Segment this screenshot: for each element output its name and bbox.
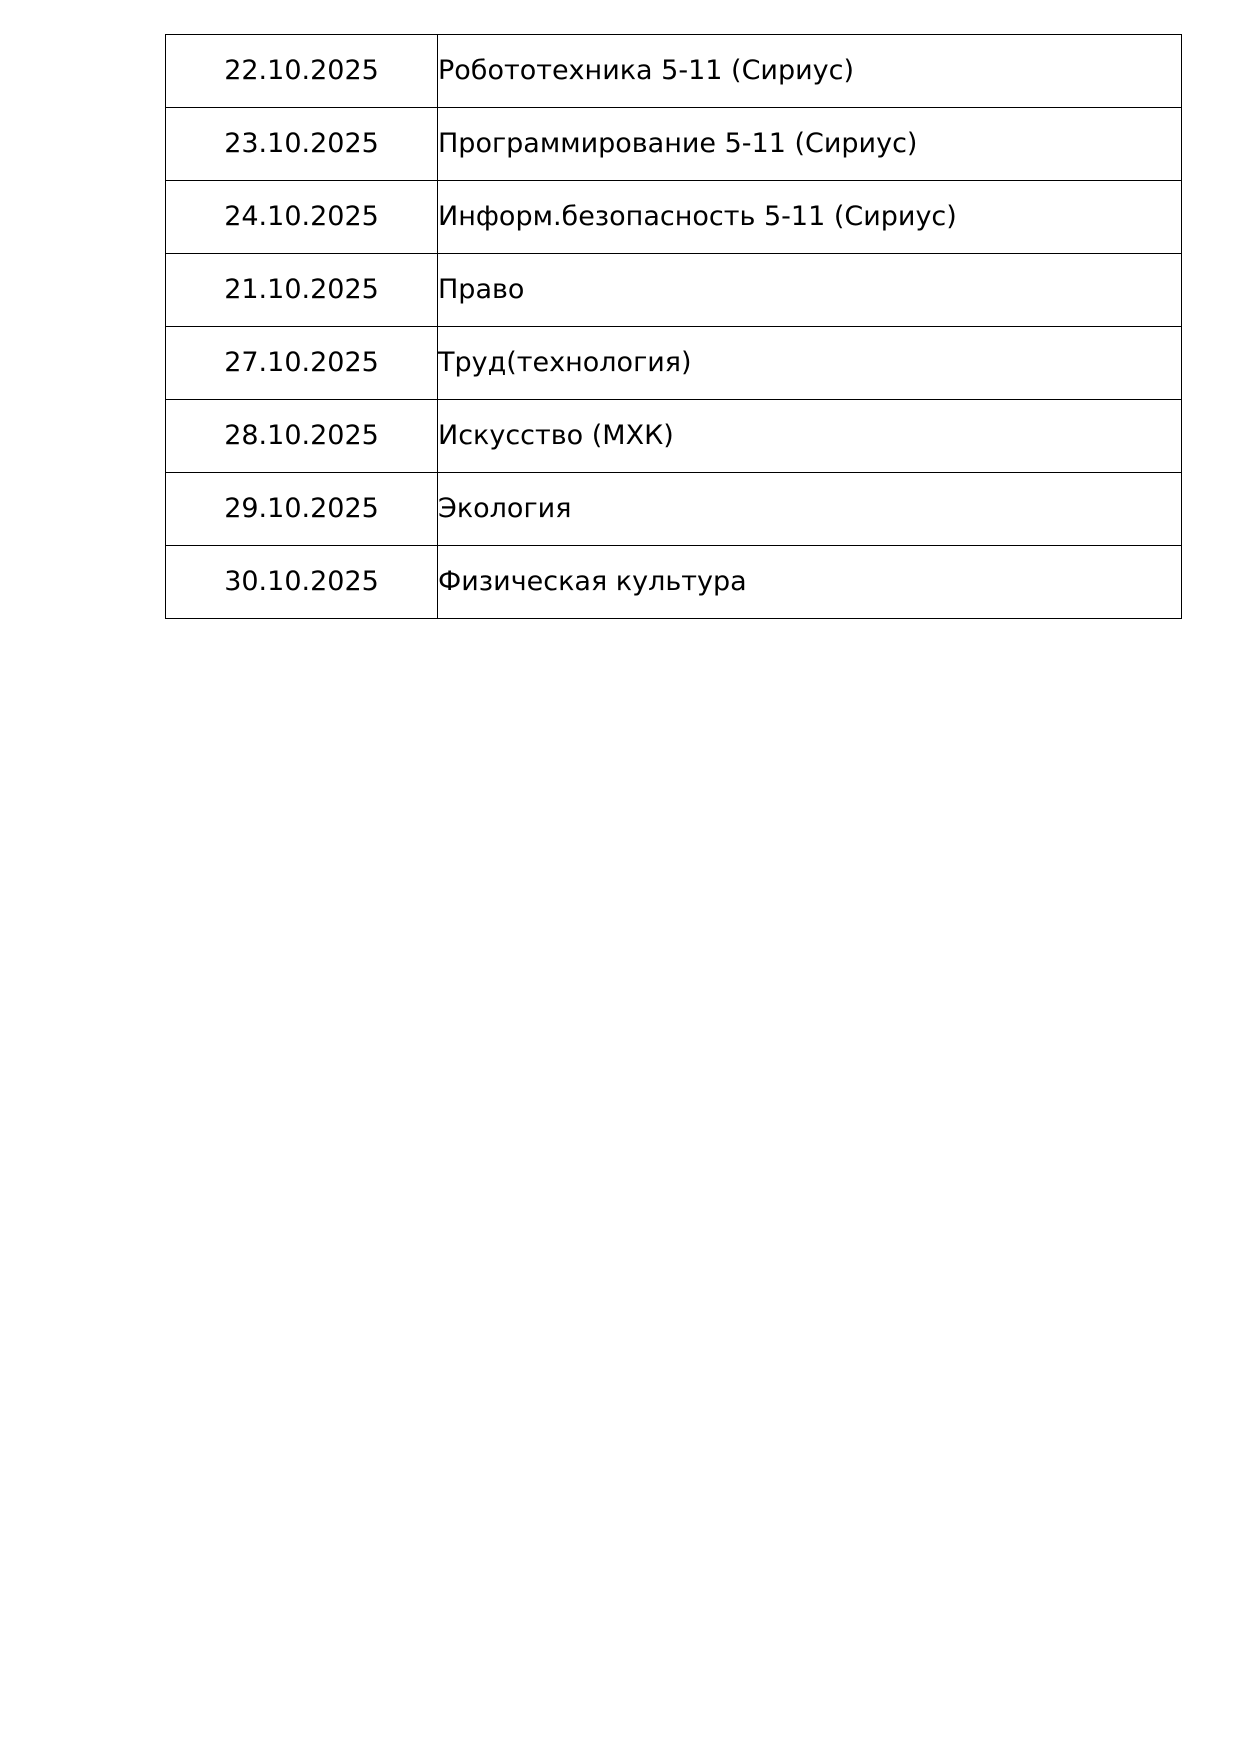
row-date: 27.10.2025 [166, 327, 438, 400]
row-subject: Информ.безопасность 5-11 (Сириус) [438, 181, 1182, 254]
row-subject: Труд(технология) [438, 327, 1182, 400]
table-row [166, 35, 1182, 108]
row-date: 22.10.2025 [166, 35, 438, 108]
row-date: 24.10.2025 [166, 181, 438, 254]
schedule-table [165, 34, 1182, 619]
table-row [166, 546, 1182, 619]
row-date: 30.10.2025 [166, 546, 438, 619]
table-row [166, 108, 1182, 181]
row-subject: Экология [438, 473, 1182, 546]
row-subject: Физическая культура [438, 546, 1182, 619]
row-subject: Право [438, 254, 1182, 327]
row-date: 28.10.2025 [166, 400, 438, 473]
row-subject: Программирование 5-11 (Сириус) [438, 108, 1182, 181]
table-row [166, 181, 1182, 254]
row-date: 21.10.2025 [166, 254, 438, 327]
row-subject: Искусство (МХК) [438, 400, 1182, 473]
row-date: 23.10.2025 [166, 108, 438, 181]
schedule-table-body [166, 35, 1182, 619]
table-row [166, 473, 1182, 546]
table-row [166, 400, 1182, 473]
row-subject: Робототехника 5-11 (Сириус) [438, 35, 1182, 108]
row-date: 29.10.2025 [166, 473, 438, 546]
table-row [166, 254, 1182, 327]
table-row [166, 327, 1182, 400]
